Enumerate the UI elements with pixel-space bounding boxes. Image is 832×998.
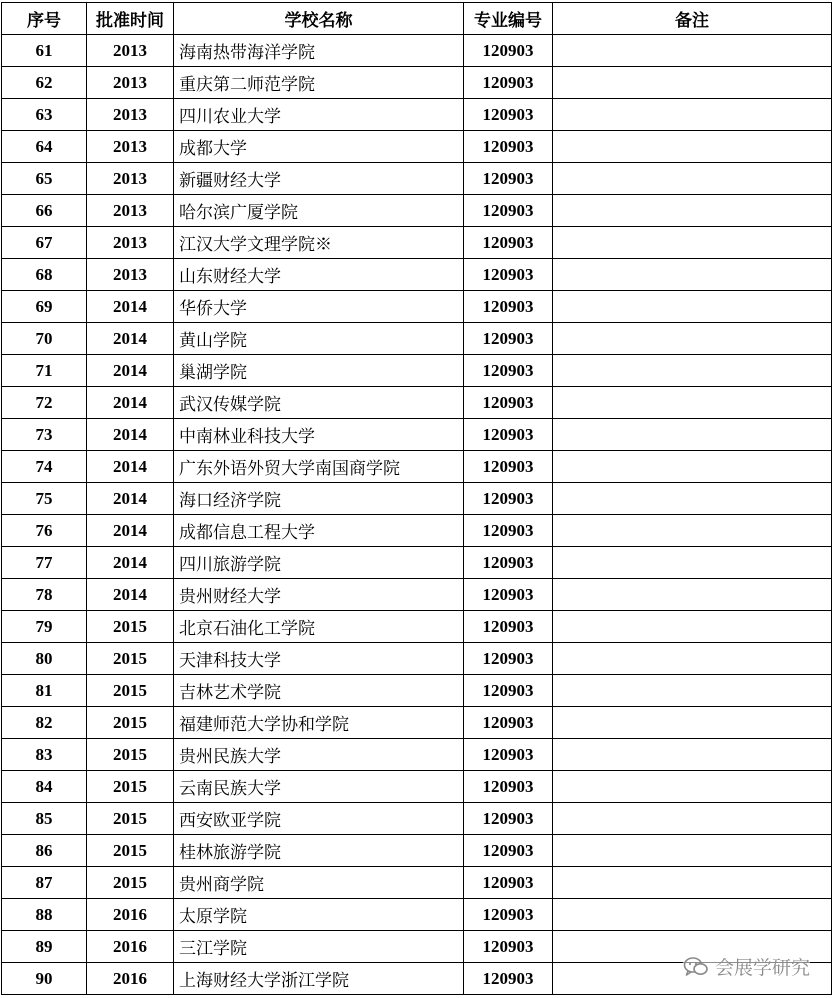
- cell-code: 120903: [464, 771, 553, 803]
- cell-year: 2015: [87, 675, 174, 707]
- cell-index: 83: [2, 739, 87, 771]
- cell-year: 2013: [87, 131, 174, 163]
- cell-school: 三江学院: [174, 931, 464, 963]
- cell-index: 61: [2, 35, 87, 67]
- cell-year: 2014: [87, 547, 174, 579]
- table-row: [2, 323, 832, 355]
- cell-year: 2013: [87, 227, 174, 259]
- cell-year: 2015: [87, 835, 174, 867]
- table-row: [2, 35, 832, 67]
- cell-index: 64: [2, 131, 87, 163]
- cell-note: [553, 739, 832, 771]
- cell-index: 65: [2, 163, 87, 195]
- cell-index: 81: [2, 675, 87, 707]
- cell-year: 2014: [87, 355, 174, 387]
- cell-note: [553, 323, 832, 355]
- cell-code: 120903: [464, 899, 553, 931]
- table-row: [2, 67, 832, 99]
- cell-year: 2016: [87, 931, 174, 963]
- cell-school: 武汉传媒学院: [174, 387, 464, 419]
- cell-code: 120903: [464, 707, 553, 739]
- cell-index: 72: [2, 387, 87, 419]
- cell-school: 巢湖学院: [174, 355, 464, 387]
- cell-index: 85: [2, 803, 87, 835]
- cell-note: [553, 899, 832, 931]
- cell-index: 74: [2, 451, 87, 483]
- header-row: [2, 3, 832, 35]
- table-row: [2, 355, 832, 387]
- cell-code: 120903: [464, 195, 553, 227]
- cell-code: 120903: [464, 547, 553, 579]
- cell-index: 80: [2, 643, 87, 675]
- cell-code: 120903: [464, 835, 553, 867]
- cell-index: 63: [2, 99, 87, 131]
- cell-code: 120903: [464, 643, 553, 675]
- cell-year: 2013: [87, 259, 174, 291]
- cell-code: 120903: [464, 867, 553, 899]
- cell-code: 120903: [464, 963, 553, 995]
- cell-school: 贵州财经大学: [174, 579, 464, 611]
- header-school: 学校名称: [174, 3, 464, 35]
- cell-index: 76: [2, 515, 87, 547]
- cell-note: [553, 707, 832, 739]
- cell-code: 120903: [464, 419, 553, 451]
- cell-code: 120903: [464, 387, 553, 419]
- cell-year: 2014: [87, 451, 174, 483]
- cell-year: 2014: [87, 483, 174, 515]
- cell-code: 120903: [464, 131, 553, 163]
- table-row: [2, 579, 832, 611]
- cell-year: 2015: [87, 867, 174, 899]
- table-row: [2, 739, 832, 771]
- cell-note: [553, 483, 832, 515]
- cell-code: 120903: [464, 291, 553, 323]
- cell-note: [553, 867, 832, 899]
- cell-note: [553, 451, 832, 483]
- cell-year: 2014: [87, 515, 174, 547]
- header-code: 专业编号: [464, 3, 553, 35]
- cell-year: 2013: [87, 35, 174, 67]
- cell-school: 贵州商学院: [174, 867, 464, 899]
- cell-school: 重庆第二师范学院: [174, 67, 464, 99]
- table-row: [2, 163, 832, 195]
- cell-school: 哈尔滨广厦学院: [174, 195, 464, 227]
- cell-code: 120903: [464, 99, 553, 131]
- cell-note: [553, 515, 832, 547]
- cell-note: [553, 163, 832, 195]
- cell-year: 2013: [87, 99, 174, 131]
- cell-note: [553, 547, 832, 579]
- cell-note: [553, 67, 832, 99]
- cell-year: 2015: [87, 611, 174, 643]
- cell-code: 120903: [464, 803, 553, 835]
- cell-code: 120903: [464, 483, 553, 515]
- cell-note: [553, 419, 832, 451]
- cell-school: 上海财经大学浙江学院: [174, 963, 464, 995]
- cell-note: [553, 291, 832, 323]
- cell-year: 2015: [87, 739, 174, 771]
- cell-note: [553, 35, 832, 67]
- cell-school: 西安欧亚学院: [174, 803, 464, 835]
- table-row: [2, 483, 832, 515]
- header-year: 批准时间: [87, 3, 174, 35]
- cell-school: 海南热带海洋学院: [174, 35, 464, 67]
- cell-school: 吉林艺术学院: [174, 675, 464, 707]
- cell-code: 120903: [464, 67, 553, 99]
- cell-note: [553, 131, 832, 163]
- cell-school: 云南民族大学: [174, 771, 464, 803]
- cell-school: 江汉大学文理学院※: [174, 227, 464, 259]
- cell-school: 福建师范大学协和学院: [174, 707, 464, 739]
- cell-year: 2016: [87, 899, 174, 931]
- cell-index: 79: [2, 611, 87, 643]
- cell-note: [553, 611, 832, 643]
- header-note: 备注: [553, 3, 832, 35]
- cell-year: 2014: [87, 387, 174, 419]
- table-row: [2, 227, 832, 259]
- cell-code: 120903: [464, 35, 553, 67]
- school-table: [1, 2, 832, 995]
- cell-note: [553, 643, 832, 675]
- cell-index: 82: [2, 707, 87, 739]
- cell-code: 120903: [464, 931, 553, 963]
- table-row: [2, 387, 832, 419]
- table-row: [2, 611, 832, 643]
- cell-school: 贵州民族大学: [174, 739, 464, 771]
- cell-year: 2014: [87, 579, 174, 611]
- cell-note: [553, 259, 832, 291]
- cell-index: 84: [2, 771, 87, 803]
- watermark: [683, 953, 810, 980]
- table-row: [2, 99, 832, 131]
- cell-index: 73: [2, 419, 87, 451]
- cell-school: 北京石油化工学院: [174, 611, 464, 643]
- table-row: [2, 771, 832, 803]
- table-row: [2, 515, 832, 547]
- cell-school: 新疆财经大学: [174, 163, 464, 195]
- cell-code: 120903: [464, 227, 553, 259]
- cell-note: [553, 835, 832, 867]
- cell-note: [553, 771, 832, 803]
- cell-note: [553, 803, 832, 835]
- cell-school: 成都信息工程大学: [174, 515, 464, 547]
- cell-index: 69: [2, 291, 87, 323]
- cell-school: 广东外语外贸大学南国商学院: [174, 451, 464, 483]
- cell-school: 四川农业大学: [174, 99, 464, 131]
- cell-index: 87: [2, 867, 87, 899]
- wechat-icon: [683, 956, 709, 978]
- cell-note: [553, 387, 832, 419]
- cell-note: [553, 355, 832, 387]
- cell-index: 67: [2, 227, 87, 259]
- table-row: [2, 195, 832, 227]
- cell-index: 86: [2, 835, 87, 867]
- cell-year: 2015: [87, 771, 174, 803]
- table-row: [2, 547, 832, 579]
- cell-code: 120903: [464, 611, 553, 643]
- cell-note: [553, 99, 832, 131]
- cell-code: 120903: [464, 259, 553, 291]
- watermark-text: 会展学研究: [714, 957, 810, 979]
- cell-year: 2014: [87, 291, 174, 323]
- cell-code: 120903: [464, 739, 553, 771]
- cell-index: 89: [2, 931, 87, 963]
- cell-index: 90: [2, 963, 87, 995]
- cell-index: 78: [2, 579, 87, 611]
- cell-note: [553, 675, 832, 707]
- table-row: [2, 803, 832, 835]
- cell-school: 黄山学院: [174, 323, 464, 355]
- cell-index: 70: [2, 323, 87, 355]
- header-index: 序号: [2, 3, 87, 35]
- cell-index: 68: [2, 259, 87, 291]
- cell-code: 120903: [464, 163, 553, 195]
- table-row: [2, 643, 832, 675]
- cell-year: 2014: [87, 323, 174, 355]
- cell-code: 120903: [464, 355, 553, 387]
- cell-school: 中南林业科技大学: [174, 419, 464, 451]
- cell-code: 120903: [464, 515, 553, 547]
- cell-year: 2013: [87, 195, 174, 227]
- cell-note: [553, 227, 832, 259]
- table-row: [2, 867, 832, 899]
- table-row: [2, 259, 832, 291]
- table-row: [2, 835, 832, 867]
- cell-school: 成都大学: [174, 131, 464, 163]
- table-row: [2, 707, 832, 739]
- cell-school: 华侨大学: [174, 291, 464, 323]
- cell-index: 66: [2, 195, 87, 227]
- cell-note: [553, 195, 832, 227]
- cell-index: 71: [2, 355, 87, 387]
- cell-year: 2013: [87, 67, 174, 99]
- table-row: [2, 291, 832, 323]
- cell-school: 桂林旅游学院: [174, 835, 464, 867]
- cell-year: 2014: [87, 419, 174, 451]
- cell-year: 2015: [87, 803, 174, 835]
- cell-school: 四川旅游学院: [174, 547, 464, 579]
- cell-year: 2015: [87, 643, 174, 675]
- cell-school: 山东财经大学: [174, 259, 464, 291]
- cell-year: 2013: [87, 163, 174, 195]
- table-row: [2, 451, 832, 483]
- cell-code: 120903: [464, 675, 553, 707]
- table-row: [2, 899, 832, 931]
- cell-school: 太原学院: [174, 899, 464, 931]
- cell-index: 88: [2, 899, 87, 931]
- cell-code: 120903: [464, 323, 553, 355]
- cell-year: 2015: [87, 707, 174, 739]
- cell-school: 天津科技大学: [174, 643, 464, 675]
- cell-index: 75: [2, 483, 87, 515]
- cell-index: 62: [2, 67, 87, 99]
- cell-code: 120903: [464, 451, 553, 483]
- cell-code: 120903: [464, 579, 553, 611]
- cell-school: 海口经济学院: [174, 483, 464, 515]
- cell-index: 77: [2, 547, 87, 579]
- table-row: [2, 419, 832, 451]
- table-row: [2, 675, 832, 707]
- table-row: [2, 131, 832, 163]
- cell-note: [553, 579, 832, 611]
- cell-year: 2016: [87, 963, 174, 995]
